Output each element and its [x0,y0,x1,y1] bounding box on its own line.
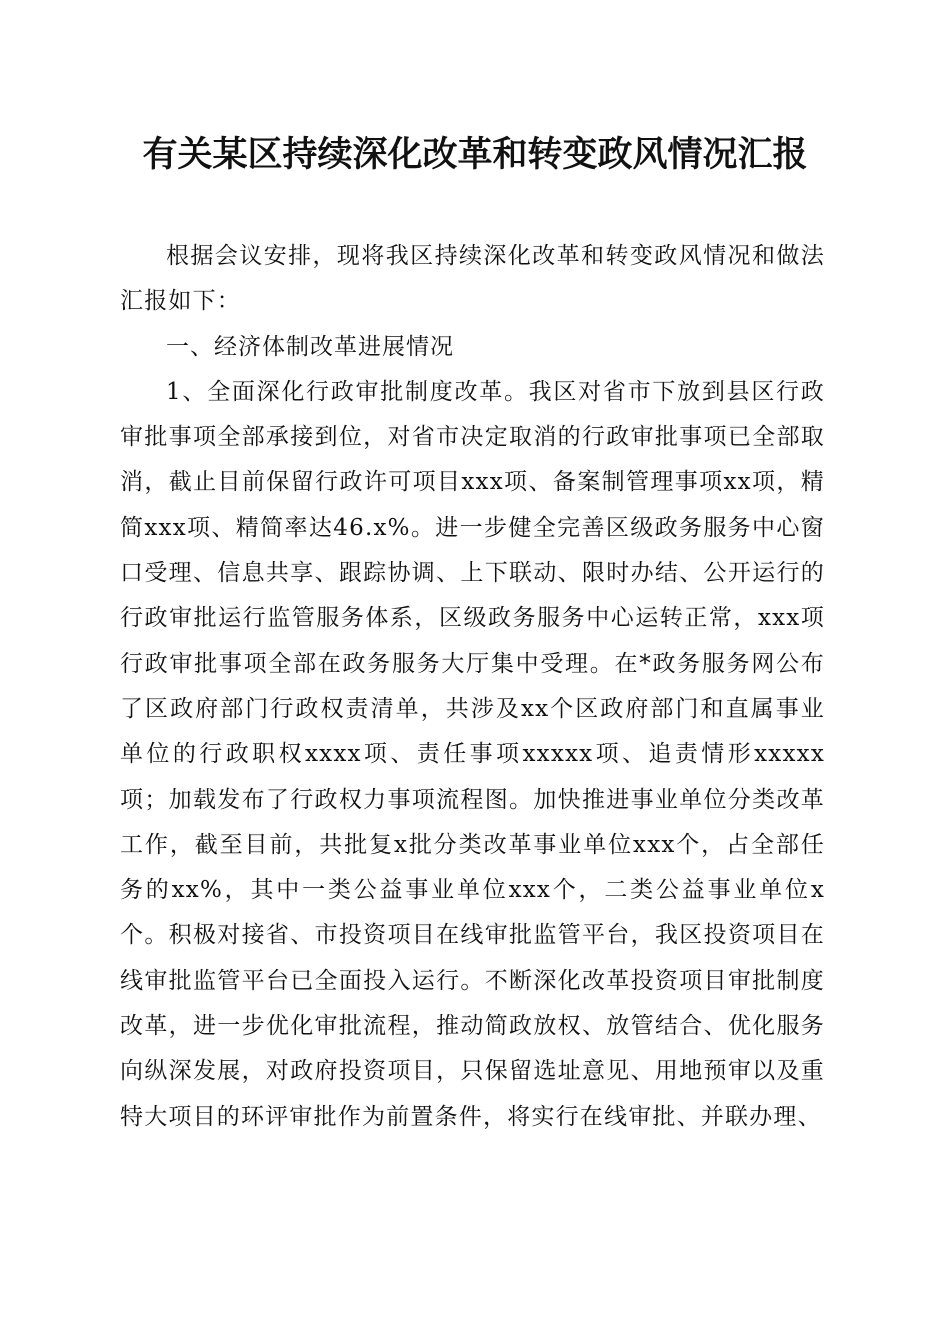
document-title: 有关某区持续深化改革和转变政风情况汇报 [142,134,808,175]
section-heading-economic-reform: 一、经济体制改革进展情况 [166,333,454,360]
document-body [120,234,825,1140]
intro-paragraph: 根据会议安排，现将我区持续深化改革和转变政风情况和做法汇报如下： [120,243,825,315]
paragraph-administrative-approval-reform: 1、全面深化行政审批制度改革。我区对省市下放到县区行政审批事项全部承接到位，对省市决定取消的行政审批事项已全部取消，截止目前保留行政许可项目xxx项、备案制管理事项xx项，精简xxx项、精简率达46.x%。进一步健全完善区级政务服务中心窗口受理、信息共享、跟踪协调、上下联动、限时办结、公开运行的行政审批运行监管服务体系，区级政务服务中心运转正常，xxx项行政审批事项全部在政务服务大厅集中受理。在*政务服务网公布了区政府部门行政权责清单，共涉及xx个区政府部门和直属事业单位的行政职权xxxx项、责任事项xxxxx项、追责情形xxxxx项；加载发布了行政权力事项流程图。加快推进事业单位分类改革工作，截至目前，共批复x批分类改革事业单位xxx个，占全部任务的xx%，其中一类公益事业单位xxx个，二类公益事业单位x个。积极对接省、市投资项目在线审批监管平台，我区投资项目在线审批监管平台已全面投入运行。不断深化改革投资项目审批制度改革，进一步优化审批流程，推动简政放权、放管结合、优化服务向纵深发展，对政府投资项目，只保留选址意见、用地预审以及重特大项目的环评审批作为前置条件，将实行在线审批、并联办理、 [120,378,825,1130]
